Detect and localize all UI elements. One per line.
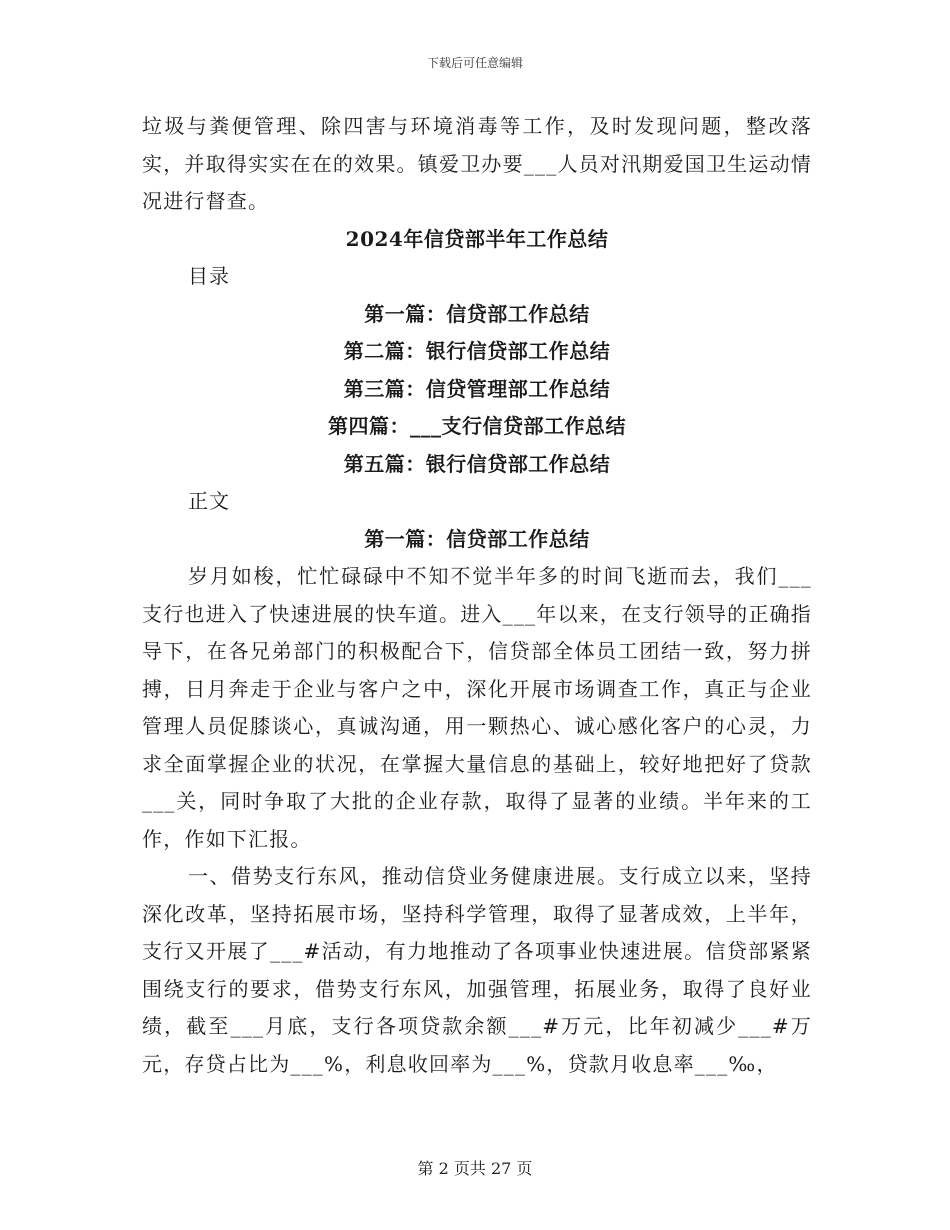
body-paragraph-2: 一、借势支行东风，推动信贷业务健康进展。支行成立以来，坚持深化改革，坚持拓展市场，坚持科学管理，取得了显著成效，上半年，支行又开展了___#活动，有力地推动了各项事业快速进展。信贷部紧紧围绕支行的要求，借势支行东风，加强管理，拓展业务，取得了良好业绩，截至___月底，支行各项贷款余额___#万元，比年初减少___#万元，存贷占比为___%，利息收回率为___%，贷款月收息率___‰， <box>142 864 812 1076</box>
toc-item-2: 第二篇：银行信贷部工作总结 <box>343 339 611 363</box>
table-of-contents <box>142 296 812 484</box>
toc-item-4: 第四篇：___支行信贷部工作总结 <box>328 414 626 438</box>
page-number-footer: 第 2 页共 27 页 <box>417 1159 533 1178</box>
header-note: 下载后可任意编辑 <box>426 56 523 70</box>
toc-item-1: 第一篇：信贷部工作总结 <box>364 301 590 326</box>
intro-paragraph: 垃圾与粪便管理、除四害与环境消毒等工作，及时发现问题，整改落实，并取得实实在在的效果。镇爱卫办要___人员对汛期爱国卫生运动情况进行督查。 <box>142 114 812 213</box>
document-body <box>142 108 812 1083</box>
section-title: 第一篇：信贷部工作总结 <box>364 526 590 551</box>
toc-item-3: 第三篇：信贷管理部工作总结 <box>343 376 611 401</box>
body-paragraph-1: 岁月如梭，忙忙碌碌中不知不觉半年多的时间飞逝而去，我们___支行也进入了快速进展的快车道。进入___年以来，在支行领导的正确指导下，在各兄弟部门的积极配合下，信贷部全体员工团结一致，努力拼搏，日月奔走于企业与客户之中，深化开展市场调查工作，真正与企业管理人员促膝谈心，真诚沟通，用一颗热心、诚心感化客户的心灵，力求全面掌握企业的状况，在掌握大量信息的基础上，较好地把好了贷款___关，同时争取了大批的企业存款，取得了显著的业绩。半年来的工作，作如下汇报。 <box>142 564 812 851</box>
toc-label: 目录 <box>188 264 230 288</box>
body-label: 正文 <box>188 489 230 513</box>
toc-item-5: 第五篇：银行信贷部工作总结 <box>343 451 611 476</box>
document-title: 2024年信贷部半年工作总结 <box>345 226 609 251</box>
